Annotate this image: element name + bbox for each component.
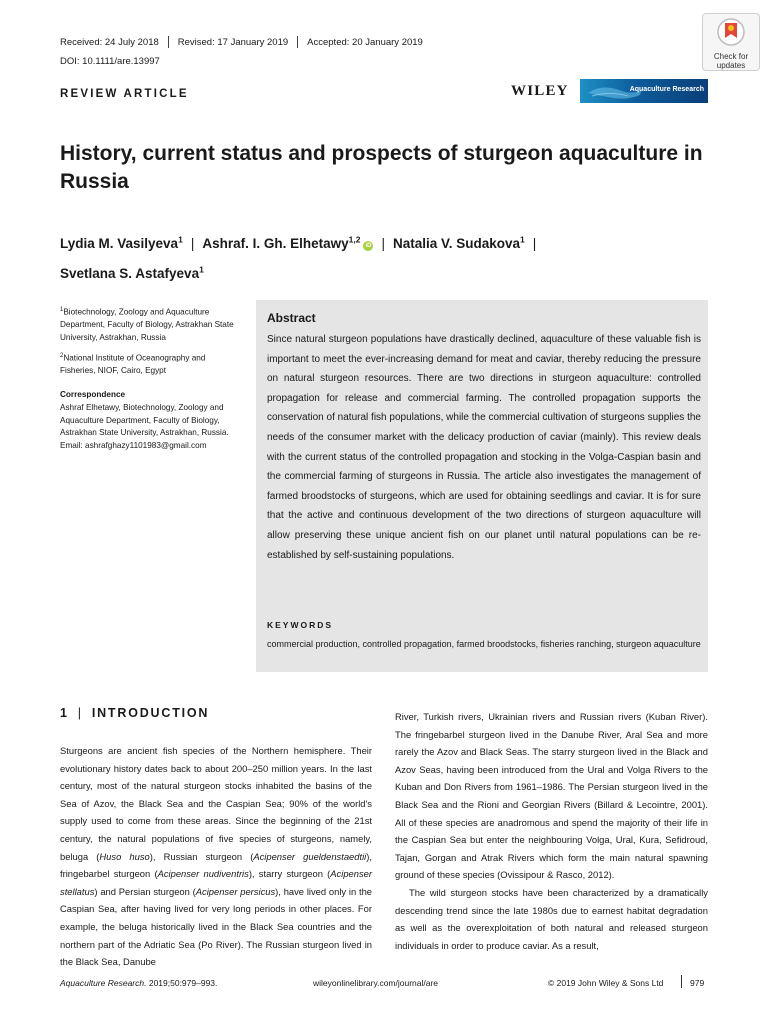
- accepted-date: Accepted: 20 January 2019: [307, 36, 423, 48]
- revised-date: Revised: 17 January 2019: [177, 36, 289, 48]
- publisher-logo: WILEY: [511, 83, 569, 99]
- body-text-segment: ), starry sturgeon (: [248, 868, 331, 880]
- species-name: Acipenser persicus: [195, 885, 276, 897]
- keywords-text: commercial production, controlled propagation, farmed broodstocks, fisheries ranching, sturgeon aquaculture: [267, 639, 701, 649]
- section-heading: 1 | INTRODUCTION: [60, 706, 210, 720]
- check-for-updates-button[interactable]: [702, 13, 760, 71]
- species-name: Huso huso: [99, 850, 150, 862]
- article-dates: [60, 36, 423, 48]
- section-title: INTRODUCTION: [91, 706, 210, 720]
- footer-journal-name: Aquaculture Research.: [60, 978, 147, 988]
- body-text-segment: ), Russian sturgeon (: [149, 850, 254, 862]
- correspondence-text: Ashraf Elhetawy, Biotechnology, Zoology and Aquaculture Department, Faculty of Biology, Astrakhan State University, Astrakhan, Russia.: [60, 403, 229, 438]
- affiliations-column: [60, 304, 242, 452]
- species-name: Acipenser gueldenstaedtii: [253, 850, 367, 862]
- footer-url[interactable]: wileyonlinelibrary.com/journal/are: [313, 978, 439, 988]
- author-name[interactable]: Natalia V. Sudakova$^1$: [392, 234, 525, 251]
- species-name: Acipenser nudiventris: [157, 868, 249, 880]
- author-list: Lydia M. Vasilyeva$^1$ | Ashraf. I. Gh. Elhetawy$^{1,2}$iD | Natalia V. Sudakova$^1$ | Svetlana S. Astafyeva$^1$: [60, 234, 537, 281]
- author-name[interactable]: Lydia M. Vasilyeva$^1$: [60, 234, 183, 251]
- body-text-segment: ), fringebarbel sturgeon (: [60, 850, 372, 880]
- body-paragraph: The wild sturgeon stocks have been characterized by a dramatically descending trend since the late 1980s due to earnest habitat degradation as well as the overexploitation of both natural and released sturgeon individuals in order to produce caviar. As a result,: [395, 886, 708, 951]
- author-name[interactable]: Ashraf. I. Gh. Elhetawy$^{1,2}$: [202, 234, 361, 251]
- body-text-right-column: [395, 708, 708, 954]
- crossmark-icon: [716, 17, 746, 47]
- species-name: Acipenser stellatus: [60, 868, 372, 897]
- date-divider: [168, 36, 169, 48]
- date-divider: [297, 36, 298, 48]
- body-text-left-column: [60, 742, 372, 971]
- article-title: History, current status and prospects of sturgeon aquaculture in Russia: [60, 142, 703, 193]
- journal-logo-text: Aquaculture Research: [629, 86, 704, 93]
- abstract-text: Since natural sturgeon populations have drastically declined, aquaculture of these valuable fish is important to meet the ever-increasing demand for meat and caviar, thereby reducing the pressure on natural sturgeon resources. There are two directions in sturgeon aquaculture: controlled propagation for release and commercial farming. The controlled propagation supports the conservation of natural fish populations, while the commercial cultivation of sturgeons supplies the needs of the consumer market with the delicacy production of caviar (mainly). This review deals with the current status of the controlled propagation and stocking in the Volga-Caspian basin and the commercial farming of sturgeons in Russia. The article also investigates the management of farmed broodstocks of sturgeons, which are used for obtaining seedlings and caviar. It is for sure that the active and continuous development of the two directions of sturgeon aquaculture will allow preserving these unique ancient fish on our planet until natural populations can be re-established by self-sustaining populations.: [267, 334, 701, 561]
- keywords-heading: KEYWORDS: [267, 620, 334, 630]
- section-number: 1: [60, 706, 69, 720]
- abstract-heading: Abstract: [267, 311, 316, 325]
- body-paragraph: River, Turkish rivers, Ukrainian rivers and Russian rivers (Kuban River). The fringebarbel sturgeon lived in the Danube River, Aral Sea and more rarely the Azov and Black Seas. The starry sturgeon lived in the Black and Azov Seas, having been introduced from the Ural and Volga Rivers to the Kuban and Don Rivers from 1961–1986. The Persian sturgeon lived in the Black Sea and the Rioni and Georgian Rivers (Billard & Lecointre, 2001). All of these species are anadromous and spend the majority of their life in the Caspian Sea but enter the neighbouring Volga, Ural, Kura, Sefidroud, Tajan, Gorgan and Atrak Rivers which form the main natural spawning ground of these species (Ovissipour & Rasco, 2012).: [395, 711, 708, 881]
- footer-copyright: © 2019 John Wiley & Sons Ltd: [548, 978, 664, 988]
- correspondence-email[interactable]: Email: ashrafghazy1101983@gmail.com: [60, 440, 207, 450]
- journal-logo: [580, 79, 708, 103]
- page-number: 979: [690, 978, 705, 988]
- body-text-segment: ), have lived only in the Caspian Sea, after having lived for very long periods in other places. For example, the beluga historically lived in the Black Sea countries and the northern part of the Adriatic Sea (Po River). The Russian sturgeon lived in the Black Sea, Danube: [60, 885, 373, 968]
- affiliation: $^2$National Institute of Oceanography and Fisheries, NIOF, Cairo, Egypt: [60, 352, 206, 375]
- orcid-icon[interactable]: iD: [365, 242, 372, 249]
- body-text-segment: ) and Persian sturgeon (: [94, 885, 196, 897]
- doi-link[interactable]: DOI: 10.1111/are.13997: [60, 56, 160, 67]
- check-for-updates-label: Check for updates: [713, 52, 749, 70]
- article-type-label: REVIEW ARTICLE: [60, 88, 189, 100]
- correspondence-heading: Correspondence: [60, 390, 126, 400]
- author-name[interactable]: Svetlana S. Astafyeva$^1$: [60, 264, 204, 281]
- footer-divider: [681, 975, 682, 988]
- footer-citation: [60, 978, 217, 988]
- footer-volume: 2019;50:979–993.: [148, 978, 218, 988]
- received-date: Received: 24 July 2018: [60, 36, 159, 48]
- affiliation: $^1$Biotechnology, Zoology and Aquaculture Department, Faculty of Biology, Astrakhan State University, Astrakhan, Russia: [60, 307, 234, 342]
- body-text-segment: Sturgeons are ancient fish species of the Northern hemisphere. Their evolutionary history dates back to about 200–250 million years. In the last century, most of the natural sturgeon stocks inhabited the basins of the Sea of Azov, the Black Sea and the Caspian Sea; 90% of the world's supply used to come from these areas. Since the beginning of the 21st century, the natural populations of five species of sturgeons, namely, beluga (: [60, 745, 372, 862]
